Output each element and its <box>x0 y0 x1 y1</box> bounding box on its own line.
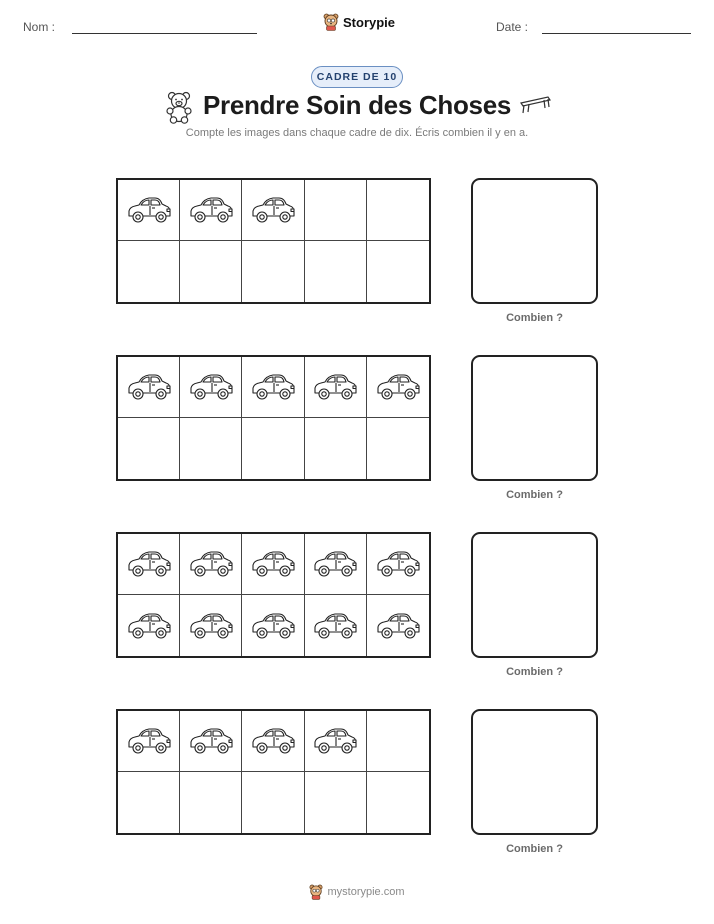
car-icon <box>312 726 358 756</box>
answer-box-4[interactable] <box>471 709 598 835</box>
car-icon <box>375 372 421 402</box>
brand-logo <box>323 13 395 31</box>
car-icon <box>126 611 172 641</box>
car-icon <box>312 611 358 641</box>
car-icon <box>188 611 234 641</box>
car-icon <box>250 372 296 402</box>
car-icon <box>312 372 358 402</box>
ten-frame-cell <box>180 241 242 302</box>
ten-frame-cell <box>180 711 242 772</box>
date-label: Date : <box>496 20 529 34</box>
ten-frame-cell <box>118 772 180 833</box>
ten-frame-cell <box>305 180 367 241</box>
instructions: Compte les images dans chaque cadre de dix. Écris combien il y en a. <box>185 127 529 139</box>
ten-frame-cell <box>242 418 304 479</box>
ten-frame-cell <box>242 711 304 772</box>
ten-frame-cell <box>367 418 429 479</box>
ten-frame-cell <box>367 241 429 302</box>
car-icon <box>250 549 296 579</box>
ten-frame-cell <box>242 772 304 833</box>
ten-frame-cell <box>118 418 180 479</box>
answer-box-2[interactable] <box>471 355 598 481</box>
ten-frame-cell <box>180 357 242 418</box>
car-icon <box>375 611 421 641</box>
car-icon <box>126 372 172 402</box>
ten-frame-cell <box>367 711 429 772</box>
ten-frame-2 <box>116 355 431 481</box>
car-icon <box>188 372 234 402</box>
ten-frame-cell <box>305 418 367 479</box>
ten-frame-4 <box>116 709 431 835</box>
ten-frame-cell <box>118 711 180 772</box>
combien-label-1: Combien ? <box>506 312 563 324</box>
bear-mascot-icon <box>323 13 339 31</box>
car-icon <box>126 549 172 579</box>
ten-frame-cell <box>118 534 180 595</box>
answer-box-1[interactable] <box>471 178 598 304</box>
worksheet-type-badge: CADRE DE 10 <box>311 66 403 88</box>
car-icon <box>126 726 172 756</box>
car-icon <box>312 549 358 579</box>
combien-label-3: Combien ? <box>506 666 563 678</box>
car-icon <box>375 549 421 579</box>
car-icon <box>188 726 234 756</box>
ten-frame-cell <box>242 241 304 302</box>
ten-frame-1 <box>116 178 431 304</box>
ten-frame-cell <box>242 180 304 241</box>
ten-frame-cell <box>180 180 242 241</box>
ten-frame-cell <box>118 180 180 241</box>
ten-frame-cell <box>367 772 429 833</box>
ten-frame-cell <box>305 357 367 418</box>
page-title: Prendre Soin des Choses <box>202 90 512 120</box>
name-label: Nom : <box>23 20 56 34</box>
answer-box-3[interactable] <box>471 532 598 658</box>
ten-frame-cell <box>180 534 242 595</box>
ten-frame-cell <box>305 711 367 772</box>
bear-mascot-icon <box>309 884 323 900</box>
ten-frame-3 <box>116 532 431 658</box>
ten-frame-cell <box>367 180 429 241</box>
car-icon <box>250 726 296 756</box>
ten-frame-cell <box>242 534 304 595</box>
ten-frame-cell <box>180 595 242 656</box>
ten-frame-cell <box>367 534 429 595</box>
ten-frame-cell <box>180 772 242 833</box>
ten-frame-cell <box>305 772 367 833</box>
ten-frame-cell <box>305 241 367 302</box>
ten-frame-cell <box>242 595 304 656</box>
ten-frame-cell <box>242 357 304 418</box>
ten-frame-cell <box>367 595 429 656</box>
ten-frame-cell <box>118 357 180 418</box>
ten-frame-cell <box>305 595 367 656</box>
ten-frame-cell <box>118 595 180 656</box>
ten-frame-cell <box>180 418 242 479</box>
brand-name: Storypie <box>343 14 396 30</box>
car-icon <box>188 549 234 579</box>
bench-icon <box>518 95 552 115</box>
name-line[interactable] <box>72 33 257 34</box>
combien-label-2: Combien ? <box>506 489 563 501</box>
footer-url[interactable]: mystorypie.com <box>327 886 405 898</box>
ten-frame-cell <box>305 534 367 595</box>
date-line[interactable] <box>542 33 691 34</box>
car-icon <box>250 611 296 641</box>
ten-frame-cell <box>367 357 429 418</box>
footer <box>0 884 714 900</box>
car-icon <box>126 195 172 225</box>
ten-frame-cell <box>118 241 180 302</box>
car-icon <box>188 195 234 225</box>
combien-label-4: Combien ? <box>506 843 563 855</box>
car-icon <box>250 195 296 225</box>
